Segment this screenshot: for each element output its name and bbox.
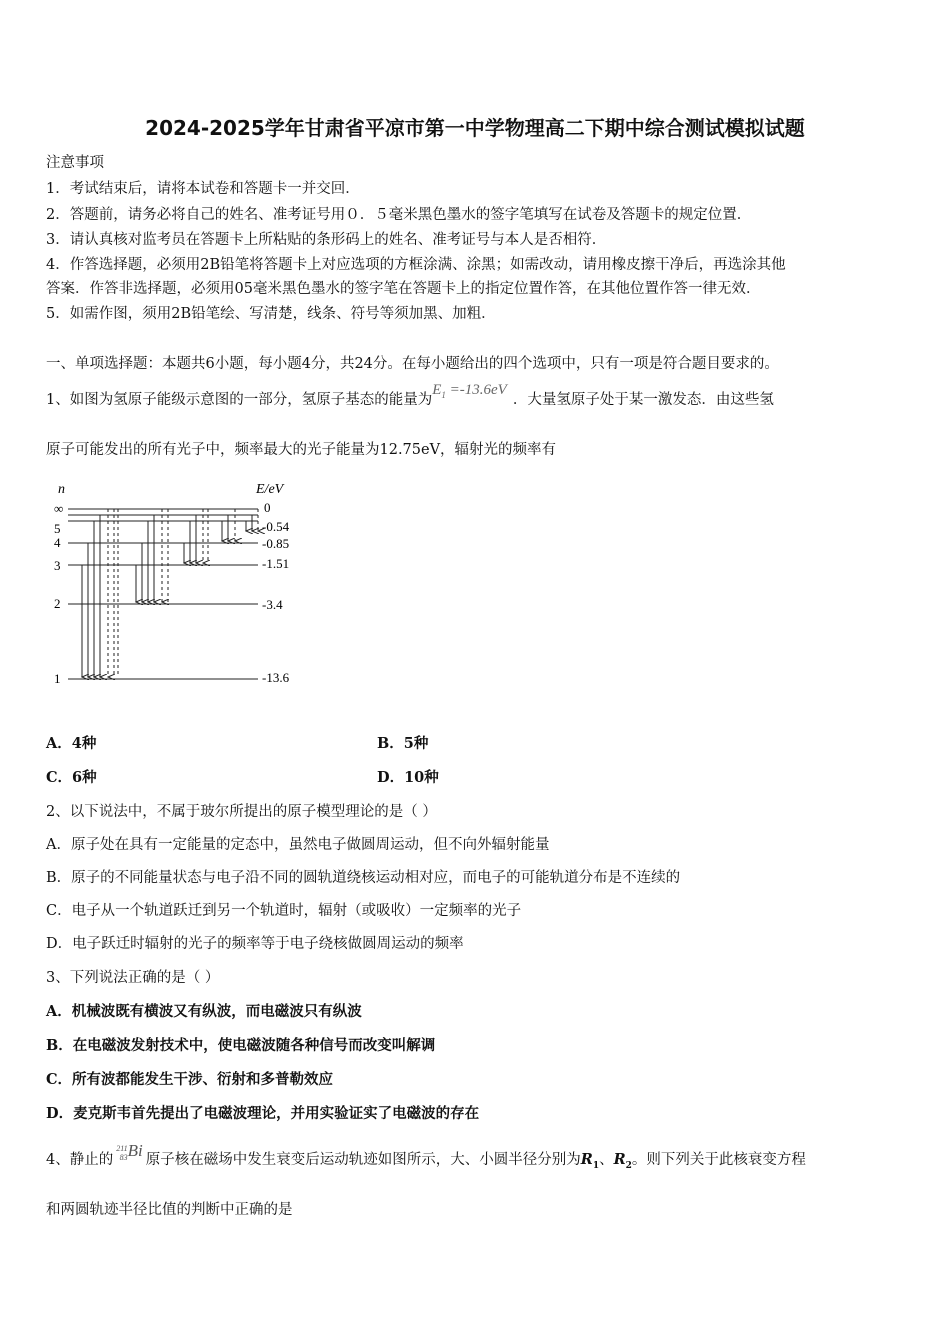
q4-stem-line2: 和两圆轨迹半径比值的判断中正确的是 [46, 1202, 293, 1218]
q1-option-c: C．6种 [46, 769, 97, 786]
q1-option-a: A．4种 [46, 735, 97, 752]
q4-stem-line1: 4、静止的 211 83 Bi 原子核在磁场中发生衰变后运动轨迹如图所示，大、小圆半径分别为$R_1$、$R_2$。则下列关于此核衰变方程 [46, 1141, 806, 1171]
q2-option-b: B．原子的不同能量状态与电子沿不同的圆轨道绕核运动相对应，而电子的可能轨道分布是不连续的 [46, 870, 681, 886]
level-energy-label: -0.54 [262, 519, 290, 534]
notice-item: 5．如需作图，须用2B铅笔绘、写清楚，线条、符号等须加黑、加粗． [46, 306, 496, 322]
q3-stem: 3、下列说法正确的是（ ） [46, 970, 220, 986]
level-n-label: ∞ [54, 501, 64, 516]
q1-option-b: B．5种 [377, 735, 429, 752]
level-n-label: 3 [54, 558, 61, 573]
notice-item: 1．考试结束后，请将本试卷和答题卡一并交回． [46, 181, 360, 197]
level-energy-label: -13.6 [262, 670, 290, 685]
level-n-label: 4 [54, 535, 61, 550]
q3-option-c: C．所有波都能发生干涉、衍射和多普勒效应 [46, 1071, 334, 1088]
q1-energy-formula: $E_1 =-13.6eV$ [432, 382, 507, 400]
notice-item: 2．答题前，请务必将自己的姓名、准考证号用０．５毫米黑色墨水的签字笔填写在试卷及答题卡的规定位置． [46, 207, 752, 223]
notice-heading: 注意事项 [46, 155, 104, 171]
level-energy-label: -1.51 [262, 556, 290, 571]
n-axis-label: n [58, 482, 65, 497]
bi-isotope: 211 83 Bi [116, 1141, 143, 1162]
notice-item: 4．作答选择题，必须用2B铅笔将答题卡上对应选项的方框涂满、涂黑；如需改动，请用橡皮擦干净后，再选涂其他 [46, 257, 786, 273]
q3-option-d: D．麦克斯韦首先提出了电磁波理论，并用实验证实了电磁波的存在 [46, 1105, 480, 1122]
level-n-label: 2 [54, 596, 61, 611]
level-n-label: 1 [54, 671, 61, 686]
q1-option-d: D．10种 [377, 769, 439, 786]
level-n-label: 5 [54, 521, 61, 536]
page-title: 2024-2025学年甘肃省平凉市第一中学物理高二下期中综合测试模拟试题 [145, 116, 805, 140]
q3-option-a: A．机械波既有横波又有纵波，而电磁波只有纵波 [46, 1003, 362, 1020]
energy-level-diagram [46, 476, 316, 691]
level-energy-label: 0 [264, 500, 271, 515]
q2-stem: 2、以下说法中，不属于玻尔所提出的原子模型理论的是（ ） [46, 804, 437, 820]
level-energy-label: -0.85 [262, 536, 290, 551]
q1-stem-line2: 原子可能发出的所有光子中，频率最大的光子能量为12.75eV，辐射光的频率有 [46, 442, 557, 458]
energy-axis-label: E/eV [256, 482, 284, 497]
q2-option-d: D．电子跃迁时辐射的光子的频率等于电子绕核做圆周运动的频率 [46, 936, 464, 952]
level-energy-label: -3.4 [262, 597, 283, 612]
q3-option-b: B．在电磁波发射技术中，使电磁波随各种信号而改变叫解调 [46, 1037, 436, 1054]
notice-item: 3．请认真核对监考员在答题卡上所粘贴的条形码上的姓名、准考证号与本人是否相符． [46, 232, 607, 248]
notice-item: 答案．作答非选择题，必须用05毫米黑色墨水的签字笔在答题卡上的指定位置作答，在其他位置作答一律无效． [46, 281, 761, 297]
q2-option-c: C．电子从一个轨道跃迁到另一个轨道时，辐射（或吸收）一定频率的光子 [46, 903, 522, 919]
q2-option-a: A．原子处在具有一定能量的定态中，虽然电子做圆周运动，但不向外辐射能量 [46, 837, 550, 853]
section-heading: 一、单项选择题：本题共6小题，每小题4分，共24分。在每小题给出的四个选项中，只有一项是符合题目要求的。 [46, 356, 779, 372]
q1-stem-line1: 1、如图为氢原子能级示意图的一部分，氢原子基态的能量为$E_1 =-13.6eV$．大量氢原子处于某一激发态．由这些氢 [46, 382, 774, 408]
